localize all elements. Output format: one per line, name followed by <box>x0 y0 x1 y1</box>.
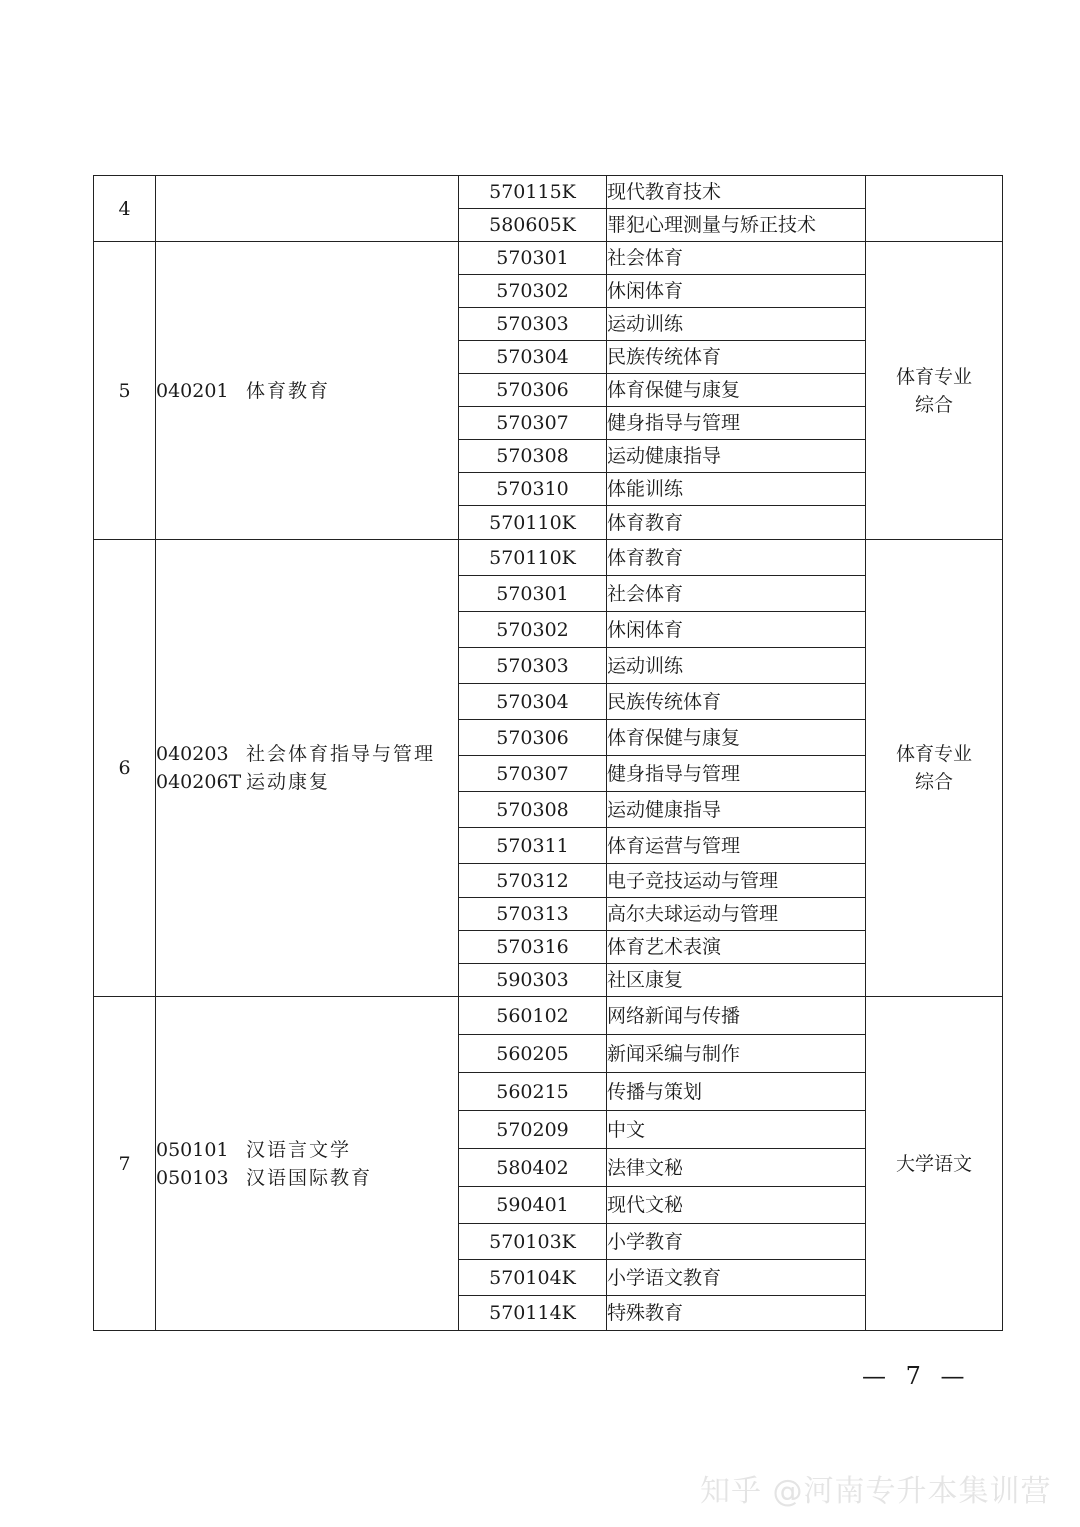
page-number: — 7 — <box>862 1362 971 1390</box>
college-major-code: 570313 <box>459 898 607 931</box>
college-major-code: 570304 <box>459 341 607 374</box>
college-major-name: 运动健康指导 <box>607 440 866 473</box>
major-line <box>156 1136 458 1164</box>
college-major-code: 560205 <box>459 1035 607 1073</box>
college-major-name: 运动训练 <box>607 308 866 341</box>
college-major-code: 570306 <box>459 374 607 407</box>
major-code: 040201 <box>156 379 229 402</box>
major-line <box>156 377 458 405</box>
exam-subject <box>866 242 1003 540</box>
exam-subject-line: 体育专业 <box>895 365 972 388</box>
college-major-code: 570310 <box>459 473 607 506</box>
college-major-code: 570307 <box>459 407 607 440</box>
major-code: 040203 <box>156 743 229 765</box>
college-major-name: 网络新闻与传播 <box>607 997 866 1035</box>
college-major-code: 570115K <box>459 176 607 209</box>
major-name: 汉语国际教育 <box>246 1166 373 1189</box>
college-major-name: 体能训练 <box>607 473 866 506</box>
college-major-name: 体育教育 <box>607 540 866 576</box>
college-major-name: 休闲体育 <box>607 275 866 308</box>
college-major-code: 570104K <box>459 1260 607 1296</box>
college-major-code: 570307 <box>459 756 607 792</box>
table-row <box>94 997 1003 1035</box>
college-major-code: 570308 <box>459 792 607 828</box>
group-number: 4 <box>94 176 156 242</box>
college-major-code: 580402 <box>459 1149 607 1187</box>
college-major-code: 590303 <box>459 964 607 997</box>
exam-subject-line: 大学语文 <box>895 1152 972 1175</box>
undergraduate-majors <box>156 997 459 1331</box>
college-major-name: 社区康复 <box>607 964 866 997</box>
college-major-code: 570302 <box>459 275 607 308</box>
undergraduate-majors <box>156 242 459 540</box>
college-major-name: 健身指导与管理 <box>607 756 866 792</box>
college-major-code: 580605K <box>459 209 607 242</box>
major-code: 050103 <box>156 1166 229 1189</box>
college-major-name: 法律文秘 <box>607 1149 866 1187</box>
college-major-name: 体育运营与管理 <box>607 828 866 864</box>
major-line <box>156 1164 458 1192</box>
college-major-name: 电子竞技运动与管理 <box>607 864 866 898</box>
college-major-code: 570312 <box>459 864 607 898</box>
college-major-code: 560102 <box>459 997 607 1035</box>
college-major-code: 570303 <box>459 308 607 341</box>
college-major-code: 560215 <box>459 1073 607 1111</box>
college-major-name: 高尔夫球运动与管理 <box>607 898 866 931</box>
college-major-code: 570110K <box>459 506 607 540</box>
table-body <box>94 176 1003 1331</box>
college-major-code: 570110K <box>459 540 607 576</box>
college-major-code: 570114K <box>459 1296 607 1331</box>
college-major-name: 体育艺术表演 <box>607 931 866 964</box>
major-name: 体育教育 <box>246 379 331 402</box>
table-row <box>94 176 1003 209</box>
group-number: 5 <box>94 242 156 540</box>
college-major-name: 小学教育 <box>607 1224 866 1260</box>
college-major-name: 特殊教育 <box>607 1296 866 1331</box>
table-row <box>94 540 1003 576</box>
college-major-name: 健身指导与管理 <box>607 407 866 440</box>
college-major-code: 570316 <box>459 931 607 964</box>
group-number: 6 <box>94 540 156 997</box>
college-major-code: 570303 <box>459 648 607 684</box>
college-major-name: 社会体育 <box>607 242 866 275</box>
major-name: 汉语言文学 <box>246 1138 352 1161</box>
college-major-name: 体育教育 <box>607 506 866 540</box>
exam-subject-line: 综合 <box>914 771 953 793</box>
college-major-name: 传播与策划 <box>607 1073 866 1111</box>
college-major-code: 570306 <box>459 720 607 756</box>
major-line <box>156 768 458 796</box>
college-major-code: 570311 <box>459 828 607 864</box>
college-major-name: 运动训练 <box>607 648 866 684</box>
college-major-code: 570301 <box>459 242 607 275</box>
college-major-name: 休闲体育 <box>607 612 866 648</box>
group-number: 7 <box>94 997 156 1331</box>
college-major-name: 民族传统体育 <box>607 341 866 374</box>
undergraduate-majors <box>156 176 459 242</box>
college-major-name: 新闻采编与制作 <box>607 1035 866 1073</box>
college-major-name: 体育保健与康复 <box>607 374 866 407</box>
watermark: 知乎 @河南专升本集训营 <box>700 1474 1052 1509</box>
major-name: 运动康复 <box>246 771 331 793</box>
college-major-code: 570302 <box>459 612 607 648</box>
college-major-name: 社会体育 <box>607 576 866 612</box>
college-major-code: 590401 <box>459 1187 607 1224</box>
major-code: 040206T <box>156 771 242 793</box>
major-line <box>156 740 458 768</box>
college-major-name: 现代文秘 <box>607 1187 866 1224</box>
college-major-name: 小学语文教育 <box>607 1260 866 1296</box>
college-major-name: 民族传统体育 <box>607 684 866 720</box>
major-code: 050101 <box>156 1138 229 1161</box>
college-major-code: 570308 <box>459 440 607 473</box>
exam-subject <box>866 176 1003 242</box>
major-mapping-table <box>93 175 1003 1331</box>
undergraduate-majors <box>156 540 459 997</box>
exam-subject <box>866 540 1003 997</box>
exam-subject-line: 综合 <box>914 393 953 416</box>
college-major-name: 运动健康指导 <box>607 792 866 828</box>
college-major-name: 中文 <box>607 1111 866 1149</box>
college-major-name: 罪犯心理测量与矫正技术 <box>607 209 866 242</box>
college-major-name: 现代教育技术 <box>607 176 866 209</box>
exam-subject-line: 体育专业 <box>895 743 972 765</box>
college-major-code: 570209 <box>459 1111 607 1149</box>
major-name: 社会体育指导与管理 <box>246 743 436 765</box>
college-major-code: 570301 <box>459 576 607 612</box>
college-major-code: 570103K <box>459 1224 607 1260</box>
exam-subject <box>866 997 1003 1331</box>
table-row <box>94 242 1003 275</box>
college-major-code: 570304 <box>459 684 607 720</box>
college-major-name: 体育保健与康复 <box>607 720 866 756</box>
